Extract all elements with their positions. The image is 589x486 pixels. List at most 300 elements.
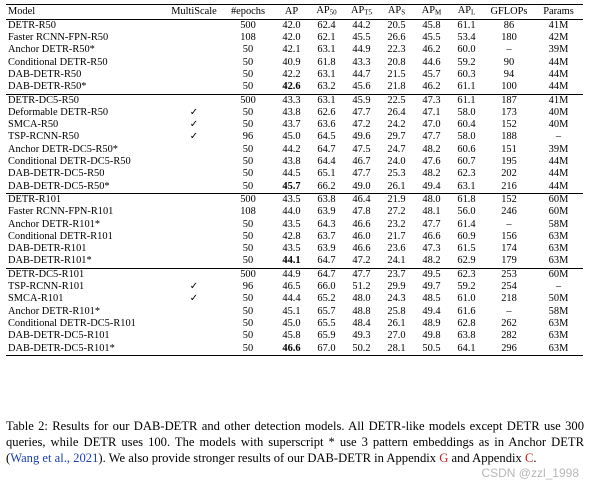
table-row	[6, 268, 583, 281]
cell-params: 44M	[548, 156, 569, 168]
cell-epochs: 50	[242, 330, 254, 342]
cell-ap75: 47.5	[352, 143, 371, 155]
cell-params: –	[555, 281, 562, 293]
cell-apl: 62.3	[457, 168, 476, 180]
table-row	[6, 32, 583, 44]
cell-epochs: 50	[242, 68, 254, 80]
cell-multiscale	[166, 330, 222, 342]
cell-ap50: 65.9	[317, 330, 336, 342]
cell-multiscale	[166, 144, 222, 156]
cell-ap50: 62.4	[309, 19, 344, 32]
cell-multiscale: ✓	[189, 281, 199, 293]
cell-params: 60M	[534, 193, 583, 206]
table-row	[6, 19, 583, 32]
cell-multiscale	[166, 255, 222, 268]
table-row	[6, 94, 583, 107]
cell-gflops: 216	[501, 180, 517, 192]
cell-ap: 43.7	[282, 119, 301, 131]
cell-params: 60M	[548, 206, 569, 218]
cell-model: Faster RCNN-FPN-R101	[8, 206, 114, 218]
cell-params: 63M	[548, 330, 569, 342]
cell-ap50: 65.2	[317, 293, 336, 305]
cell-ap75: 48.0	[352, 293, 371, 305]
cell-ap: 42.8	[282, 230, 301, 242]
header-apm: $AP_M$	[414, 5, 449, 20]
cell-aps: 25.8	[387, 305, 406, 317]
cell-multiscale: ✓	[189, 131, 199, 143]
cell-apl: 61.1	[457, 81, 476, 93]
cell-epochs: 50	[242, 143, 254, 155]
cell-apm: 48.2	[422, 143, 441, 155]
cell-ap50: 64.7	[317, 143, 336, 155]
cell-ap: 43.8	[282, 156, 301, 168]
cell-apl: 63.8	[457, 330, 476, 342]
cell-multiscale	[166, 206, 222, 218]
table-group	[6, 19, 583, 94]
cell-ap50: 63.9	[317, 206, 336, 218]
cell-ap: 42.6	[282, 81, 301, 93]
cell-epochs: 500	[222, 193, 274, 206]
cell-ap50: 63.7	[317, 230, 336, 242]
cell-params: 63M	[548, 230, 569, 242]
cell-apm: 47.3	[422, 243, 441, 255]
cell-epochs: 50	[242, 305, 254, 317]
cell-ap50: 64.4	[317, 156, 336, 168]
cell-apl: 59.2	[457, 281, 476, 293]
cell-ap: 43.8	[282, 106, 301, 118]
cell-ap75: 44.9	[352, 44, 371, 56]
cell-params: 60M	[534, 268, 583, 281]
header-aps: $AP_S$	[379, 5, 414, 20]
table-row	[6, 168, 583, 180]
cell-ap75: 47.7	[352, 106, 371, 118]
cell-ap50: 61.8	[317, 56, 336, 68]
cell-gflops: 100	[501, 81, 517, 93]
cell-gflops: 179	[501, 255, 517, 267]
cell-multiscale	[166, 69, 222, 81]
header-gflops: GFLOPs	[484, 5, 534, 20]
cell-apl: 62.9	[457, 255, 476, 267]
cell-ap50: 63.1	[317, 44, 336, 56]
cell-gflops: 296	[484, 343, 534, 356]
cell-aps: 26.1	[387, 180, 406, 192]
cell-params: 50M	[548, 293, 569, 305]
cell-aps: 26.6	[387, 32, 406, 44]
cell-ap50: 67.0	[309, 343, 344, 356]
header-multiscale: MultiScale	[166, 5, 222, 20]
cell-apl: 61.1	[449, 19, 484, 32]
cell-multiscale	[166, 231, 222, 243]
cell-apl: 59.2	[457, 56, 476, 68]
cell-apl: 60.6	[457, 143, 476, 155]
cell-params: 44M	[548, 168, 569, 180]
cell-aps: 21.9	[379, 193, 414, 206]
table-row	[6, 306, 583, 318]
appendix-g-link[interactable]: G	[439, 450, 449, 465]
cell-apl: 60.3	[457, 68, 476, 80]
cell-aps: 21.5	[387, 68, 406, 80]
cell-aps: 24.1	[387, 255, 406, 267]
cell-aps: 24.3	[387, 293, 406, 305]
cell-model: DETR-R50	[6, 19, 166, 32]
cell-gflops: 152	[501, 119, 517, 131]
cell-epochs: 50	[242, 180, 254, 192]
cell-epochs: 50	[242, 230, 254, 242]
cell-ap50: 63.9	[317, 243, 336, 255]
cell-multiscale	[166, 193, 222, 206]
cell-ap: 43.5	[274, 193, 309, 206]
table-group	[6, 268, 583, 355]
cell-params: 63M	[548, 243, 569, 255]
cell-apl: 53.4	[457, 32, 476, 44]
cell-model: Conditional DETR-R101	[8, 230, 113, 242]
cell-params: 39M	[548, 44, 569, 56]
cell-apl: 61.4	[457, 218, 476, 230]
cell-epochs: 50	[222, 343, 274, 356]
cell-gflops: 152	[484, 193, 534, 206]
cell-params: 41M	[534, 19, 583, 32]
cell-apm: 47.6	[422, 156, 441, 168]
cell-aps: 20.5	[379, 19, 414, 32]
cell-gflops: –	[506, 218, 512, 230]
cell-aps: 21.8	[387, 81, 406, 93]
cell-apm: 47.1	[422, 106, 441, 118]
cell-gflops: 187	[484, 94, 534, 107]
cell-aps: 24.7	[387, 143, 406, 155]
header-ap: AP	[274, 5, 309, 20]
cell-multiscale	[166, 94, 222, 107]
cell-aps: 21.7	[387, 230, 406, 242]
cell-model: DETR-DC5-R101	[6, 268, 166, 281]
cell-apl: 61.1	[449, 94, 484, 107]
cell-apl: 61.6	[457, 305, 476, 317]
cell-apm: 49.4	[422, 305, 441, 317]
cell-ap50: 63.2	[317, 81, 336, 93]
cell-ap: 46.6	[274, 343, 309, 356]
cell-apl: 61.5	[457, 243, 476, 255]
citation-link[interactable]: Wang et al., 2021	[10, 450, 99, 465]
cell-ap: 46.5	[282, 281, 301, 293]
cell-params: –	[555, 131, 562, 143]
cell-gflops: 173	[501, 106, 517, 118]
cell-model: DAB-DETR-DC5-R50	[8, 168, 105, 180]
cell-aps: 25.3	[387, 168, 406, 180]
cell-ap75: 43.3	[352, 56, 371, 68]
cell-ap75: 48.8	[352, 305, 371, 317]
cell-params: 58M	[548, 218, 569, 230]
cell-aps: 27.0	[387, 330, 406, 342]
cell-apl: 60.4	[457, 119, 476, 131]
cell-ap75: 48.4	[352, 317, 371, 329]
cell-gflops: 174	[501, 243, 517, 255]
cell-epochs: 50	[242, 156, 254, 168]
caption-text-1: Table 2: Results for our DAB-DETR and other detection models. All DETR-like models except DETR use 300 queries, while DETR uses 100. The models with superscript * use 3 pattern embeddings as in Anchor DETR (	[6, 419, 584, 465]
table-group	[6, 94, 583, 193]
cell-gflops: 202	[501, 168, 517, 180]
cell-ap50: 63.1	[309, 94, 344, 107]
cell-aps: 24.0	[387, 156, 406, 168]
cell-apm: 49.7	[422, 281, 441, 293]
cell-ap75: 45.9	[344, 94, 379, 107]
cell-ap: 45.0	[282, 131, 301, 143]
cell-gflops: 90	[503, 56, 515, 68]
cell-ap75: 45.6	[352, 81, 371, 93]
cell-params: 44M	[548, 180, 569, 192]
table-row	[6, 57, 583, 69]
table-row	[6, 281, 583, 293]
cell-epochs: 500	[222, 268, 274, 281]
cell-aps: 24.2	[387, 119, 406, 131]
cell-gflops: 246	[501, 206, 517, 218]
cell-apl: 64.1	[449, 343, 484, 356]
cell-model: SMCA-R101	[8, 293, 64, 305]
cell-apm: 45.7	[422, 68, 441, 80]
cell-ap50: 62.6	[317, 106, 336, 118]
cell-ap50: 64.7	[309, 268, 344, 281]
cell-multiscale	[166, 44, 222, 56]
table-row	[6, 69, 583, 81]
cell-model: Faster RCNN-FPN-R50	[8, 32, 109, 44]
cell-ap50: 63.6	[317, 119, 336, 131]
cell-params: 41M	[534, 94, 583, 107]
cell-apl: 63.1	[457, 180, 476, 192]
cell-apm: 47.7	[422, 218, 441, 230]
cell-aps: 23.7	[379, 268, 414, 281]
cell-epochs: 50	[242, 106, 254, 118]
cell-epochs: 50	[242, 293, 254, 305]
cell-gflops: –	[506, 305, 512, 317]
cell-ap50: 65.5	[317, 317, 336, 329]
table-row	[6, 255, 583, 268]
cell-apl: 58.0	[457, 106, 476, 118]
table-row	[6, 181, 583, 194]
cell-multiscale	[166, 19, 222, 32]
cell-epochs: 50	[242, 168, 254, 180]
header-epochs: #epochs	[222, 5, 274, 20]
cell-epochs: 500	[222, 94, 274, 107]
table-row	[6, 318, 583, 330]
table-row	[6, 231, 583, 243]
cell-model: Conditional DETR-R50	[8, 56, 108, 68]
cell-ap: 42.1	[282, 44, 301, 56]
header-ap50: $AP_{50}$	[309, 5, 344, 20]
cell-apm: 44.6	[422, 56, 441, 68]
cell-apm: 48.9	[422, 317, 441, 329]
table-row	[6, 81, 583, 94]
table-row	[6, 193, 583, 206]
cell-model: Deformable DETR-R50	[8, 106, 109, 118]
cell-multiscale	[166, 318, 222, 330]
cell-apl: 61.0	[457, 293, 476, 305]
cell-apm: 45.8	[414, 19, 449, 32]
cell-apl: 60.0	[457, 44, 476, 56]
cell-ap50: 65.1	[317, 168, 336, 180]
cell-gflops: –	[506, 44, 512, 56]
cell-ap75: 47.7	[352, 168, 371, 180]
cell-ap50: 64.7	[317, 255, 336, 267]
table-header	[6, 5, 583, 20]
table-row	[6, 243, 583, 255]
cell-ap75: 44.7	[352, 68, 371, 80]
table-row	[6, 219, 583, 231]
cell-multiscale	[166, 156, 222, 168]
cell-apm: 48.5	[422, 293, 441, 305]
cell-multiscale: ✓	[189, 119, 199, 131]
cell-model: Anchor DETR-R101*	[8, 218, 101, 230]
cell-ap: 44.4	[282, 293, 301, 305]
cell-apm: 46.6	[422, 230, 441, 242]
cell-params: 40M	[548, 106, 569, 118]
cell-ap75: 49.3	[352, 330, 371, 342]
cell-params: 63M	[548, 255, 569, 267]
appendix-c-link[interactable]: C	[524, 450, 534, 465]
cell-epochs: 108	[240, 206, 256, 218]
cell-params: 58M	[548, 305, 569, 317]
cell-gflops: 262	[501, 317, 517, 329]
cell-ap75: 46.6	[352, 218, 371, 230]
cell-model: Anchor DETR-R101*	[8, 305, 101, 317]
cell-model: Conditional DETR-DC5-R50	[8, 156, 131, 168]
cell-apm: 47.0	[422, 119, 441, 131]
cell-model: DETR-R101	[6, 193, 166, 206]
cell-aps: 22.3	[387, 44, 406, 56]
cell-model: Anchor DETR-R50*	[8, 44, 95, 56]
cell-model: Conditional DETR-DC5-R101	[8, 317, 136, 329]
cell-model: DAB-DETR-R50*	[8, 81, 87, 93]
cell-ap50: 65.7	[317, 305, 336, 317]
table-row	[6, 206, 583, 218]
cell-ap75: 51.2	[352, 281, 371, 293]
cell-epochs: 96	[242, 131, 254, 143]
cell-ap: 44.9	[274, 268, 309, 281]
cell-multiscale	[166, 81, 222, 94]
cell-multiscale	[166, 268, 222, 281]
cell-params: 44M	[548, 68, 569, 80]
cell-ap75: 45.5	[352, 32, 371, 44]
results-table-container	[6, 4, 583, 356]
cell-multiscale	[166, 181, 222, 194]
cell-gflops: 188	[501, 131, 517, 143]
cell-epochs: 96	[242, 281, 254, 293]
table-row	[6, 330, 583, 342]
cell-apl: 62.8	[457, 317, 476, 329]
cell-model: TSP-RCNN-R101	[8, 281, 85, 293]
cell-ap: 44.5	[282, 168, 301, 180]
cell-model: DAB-DETR-R101*	[8, 255, 92, 267]
cell-ap75: 46.7	[352, 156, 371, 168]
cell-params: 44M	[548, 56, 569, 68]
cell-epochs: 50	[242, 81, 254, 93]
cell-apm: 46.2	[422, 81, 441, 93]
table-row	[6, 293, 583, 305]
cell-ap: 40.9	[282, 56, 301, 68]
watermark: CSDN @zzl_1998	[481, 466, 579, 480]
cell-apl: 62.3	[449, 268, 484, 281]
cell-epochs: 50	[242, 56, 254, 68]
cell-ap: 43.3	[274, 94, 309, 107]
cell-multiscale	[166, 343, 222, 356]
cell-ap75: 47.2	[352, 255, 371, 267]
cell-ap: 42.0	[274, 19, 309, 32]
cell-aps: 20.8	[387, 56, 406, 68]
cell-ap50: 66.2	[317, 180, 336, 192]
caption-text-3: and Appendix	[448, 450, 525, 465]
caption-text-4: .	[533, 450, 537, 465]
cell-aps: 23.6	[387, 243, 406, 255]
table-group	[6, 193, 583, 268]
cell-epochs: 50	[242, 44, 254, 56]
cell-ap75: 47.7	[344, 268, 379, 281]
cell-ap75: 46.0	[352, 230, 371, 242]
cell-apl: 60.7	[457, 156, 476, 168]
cell-apl: 60.9	[457, 230, 476, 242]
cell-apm: 46.2	[422, 44, 441, 56]
cell-multiscale	[166, 168, 222, 180]
cell-ap50: 64.3	[317, 218, 336, 230]
cell-model: Anchor DETR-DC5-R50*	[8, 143, 118, 155]
table-caption	[6, 419, 584, 467]
cell-gflops: 86	[484, 19, 534, 32]
cell-ap75: 44.2	[344, 19, 379, 32]
cell-model: DAB-DETR-DC5-R50*	[8, 180, 110, 192]
cell-epochs: 50	[242, 218, 254, 230]
cell-multiscale	[166, 306, 222, 318]
cell-epochs: 500	[222, 19, 274, 32]
cell-gflops: 94	[503, 68, 515, 80]
table-row	[6, 131, 583, 143]
cell-params: 39M	[548, 143, 569, 155]
cell-gflops: 156	[501, 230, 517, 242]
cell-ap: 42.2	[282, 68, 301, 80]
cell-model: DAB-DETR-R101	[8, 243, 87, 255]
cell-ap: 45.8	[282, 330, 301, 342]
caption-text-2: ). We also provide stronger results of our DAB-DETR in Appendix	[98, 450, 440, 465]
cell-ap75: 49.6	[352, 131, 371, 143]
header-apl: $AP_L$	[449, 5, 484, 20]
cell-params: 42M	[548, 32, 569, 44]
cell-ap50: 64.5	[317, 131, 336, 143]
cell-ap: 45.1	[282, 305, 301, 317]
table-row	[6, 119, 583, 131]
cell-aps: 26.1	[387, 317, 406, 329]
cell-multiscale	[166, 32, 222, 44]
cell-model: SMCA-R50	[8, 119, 59, 131]
cell-gflops: 254	[501, 281, 517, 293]
cell-multiscale: ✓	[189, 106, 199, 118]
cell-aps: 23.2	[387, 218, 406, 230]
cell-model: DAB-DETR-DC5-R101	[8, 330, 110, 342]
cell-epochs: 108	[240, 32, 256, 44]
cell-aps: 29.7	[387, 131, 406, 143]
cell-aps: 26.4	[387, 106, 406, 118]
cell-apm: 49.5	[414, 268, 449, 281]
cell-ap50: 62.1	[317, 32, 336, 44]
cell-ap: 43.5	[282, 218, 301, 230]
cell-aps: 22.5	[379, 94, 414, 107]
cell-gflops: 195	[501, 156, 517, 168]
cell-apm: 49.4	[422, 180, 441, 192]
cell-gflops: 218	[501, 293, 517, 305]
cell-model: DAB-DETR-R50	[8, 68, 82, 80]
cell-gflops: 151	[501, 143, 517, 155]
cell-apm: 48.2	[422, 168, 441, 180]
cell-apm: 48.2	[422, 255, 441, 267]
cell-params: 44M	[548, 81, 569, 93]
cell-apm: 47.7	[422, 131, 441, 143]
cell-ap: 44.1	[282, 255, 301, 267]
cell-aps: 27.2	[387, 206, 406, 218]
cell-epochs: 50	[242, 243, 254, 255]
